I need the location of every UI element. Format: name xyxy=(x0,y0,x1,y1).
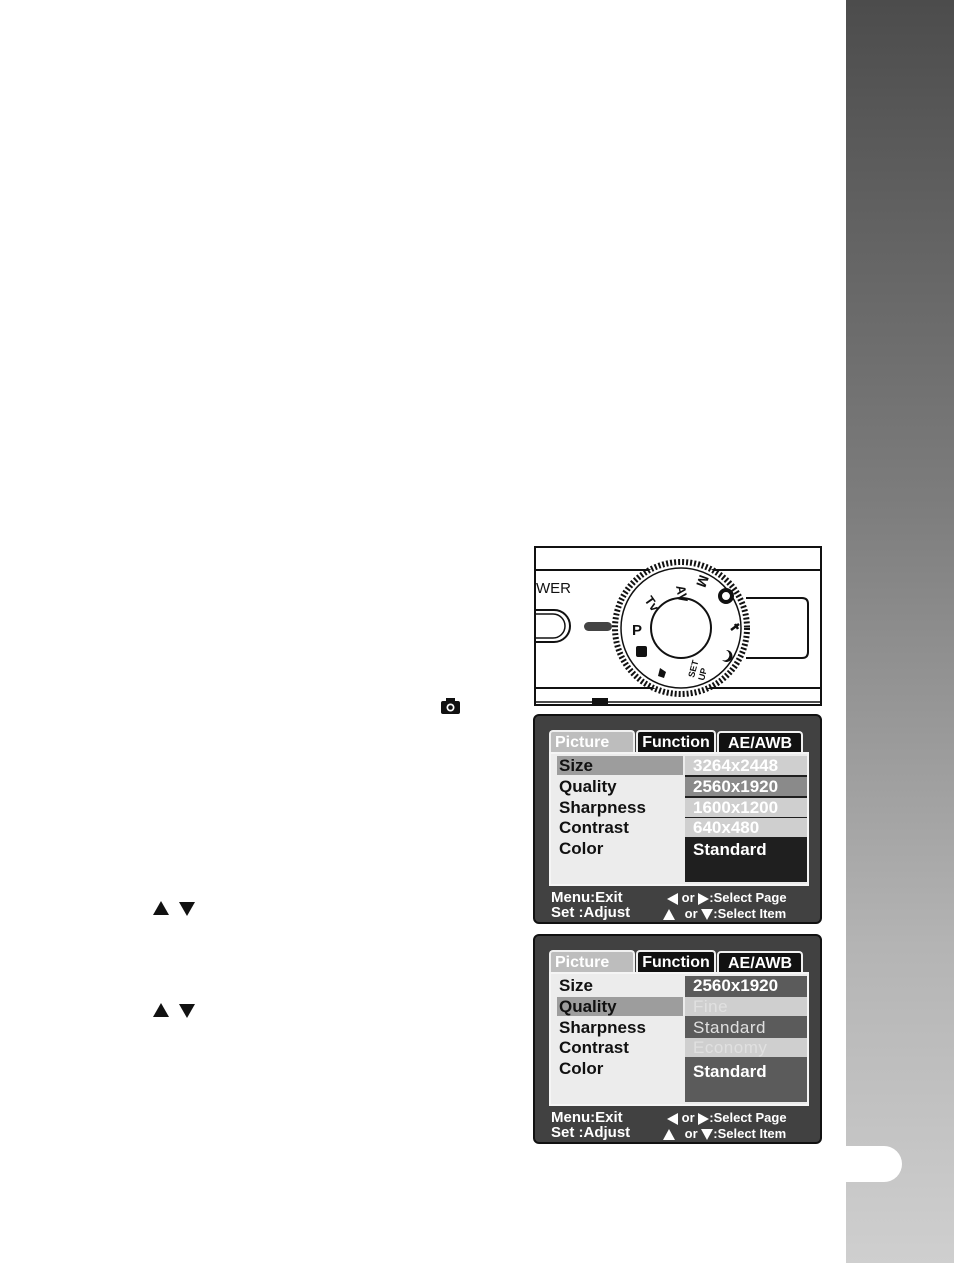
footer-or: or xyxy=(681,890,695,905)
footer-menu-exit: Menu:Exit xyxy=(551,1109,623,1126)
svg-text:UP: UP xyxy=(696,666,710,682)
svg-text:M: M xyxy=(693,572,713,590)
option-standard[interactable]: Standard xyxy=(685,1018,807,1037)
menu-item-sharpness[interactable]: Sharpness xyxy=(559,798,646,817)
option-2560x1920: 2560x1920 xyxy=(685,976,807,995)
option-panel xyxy=(685,976,807,1102)
menu-item-size[interactable]: Size xyxy=(559,976,594,995)
footer-select-page-label: :Select Page xyxy=(709,890,787,905)
footer-or: or xyxy=(684,1126,698,1141)
page-tab xyxy=(846,1146,902,1182)
menu-item-size[interactable]: Size xyxy=(557,756,683,775)
footer-menu-exit: Menu:Exit xyxy=(551,889,623,906)
svg-text:AV: AV xyxy=(673,583,691,604)
side-strip xyxy=(846,0,954,1263)
left-arrow-icon xyxy=(667,1113,678,1125)
option-1600x1200[interactable]: 1600x1200 xyxy=(685,798,807,817)
lcd-menu-quality xyxy=(533,934,822,1144)
up-arrow-icon xyxy=(153,901,169,915)
svg-text:P: P xyxy=(632,622,643,639)
footer-select-item-label: :Select Item xyxy=(713,906,787,921)
up-arrow-icon xyxy=(663,909,675,920)
tab-ae-awb[interactable]: AE/AWB xyxy=(717,731,803,752)
up-arrow-icon xyxy=(663,1129,675,1140)
option-fine[interactable]: Fine xyxy=(685,997,807,1016)
menu-panel xyxy=(549,972,809,1106)
down-arrow-icon xyxy=(701,1129,713,1140)
menu-item-quality[interactable]: Quality xyxy=(559,777,617,796)
tab-picture[interactable]: Picture xyxy=(549,950,635,972)
down-arrow-icon xyxy=(179,902,195,916)
menu-item-contrast[interactable]: Contrast xyxy=(559,1038,629,1057)
menu-item-color[interactable]: Color xyxy=(559,1059,604,1078)
footer-select-page xyxy=(667,890,787,905)
menu-item-contrast[interactable]: Contrast xyxy=(559,818,629,837)
lcd-menu-size xyxy=(533,714,822,924)
footer-select-item xyxy=(663,906,786,921)
tab-picture[interactable]: Picture xyxy=(549,730,635,752)
svg-text:Tv: Tv xyxy=(641,593,663,615)
tab-ae-awb[interactable]: AE/AWB xyxy=(717,951,803,972)
option-2560x1920[interactable]: 2560x1920 xyxy=(685,777,807,796)
footer-select-item-label: :Select Item xyxy=(713,1126,787,1141)
left-arrow-icon xyxy=(667,893,678,905)
option-640x480[interactable]: 640x480 xyxy=(685,818,807,837)
footer-or: or xyxy=(681,1110,695,1125)
footer-set-adjust: Set :Adjust xyxy=(551,904,631,921)
right-arrow-icon xyxy=(698,893,709,905)
menu-panel xyxy=(549,752,809,886)
tab-function[interactable]: Function xyxy=(636,730,716,752)
option-standard: Standard xyxy=(685,840,807,859)
option-panel xyxy=(685,756,807,882)
down-arrow-icon xyxy=(179,1004,195,1018)
svg-text:SET: SET xyxy=(686,659,701,679)
footer-set-adjust: Set :Adjust xyxy=(551,1124,631,1141)
down-arrow-icon xyxy=(701,909,713,920)
footer-select-item xyxy=(663,1126,786,1141)
power-label: WER xyxy=(536,580,571,597)
mode-dial-illustration xyxy=(534,546,822,706)
footer-select-page xyxy=(667,1110,787,1125)
option-color-standard: Standard xyxy=(685,1062,807,1081)
menu-item-color[interactable]: Color xyxy=(559,839,604,858)
footer-select-page-label: :Select Page xyxy=(709,1110,787,1125)
up-arrow-icon xyxy=(153,1003,169,1017)
option-economy[interactable]: Economy xyxy=(685,1038,807,1057)
right-arrow-icon xyxy=(698,1113,709,1125)
footer-or: or xyxy=(684,906,698,921)
menu-item-sharpness[interactable]: Sharpness xyxy=(559,1018,646,1037)
option-3264x2448[interactable]: 3264x2448 xyxy=(685,756,807,775)
tab-function[interactable]: Function xyxy=(636,950,716,972)
menu-item-quality[interactable]: Quality xyxy=(557,997,683,1016)
camera-icon xyxy=(441,698,460,719)
